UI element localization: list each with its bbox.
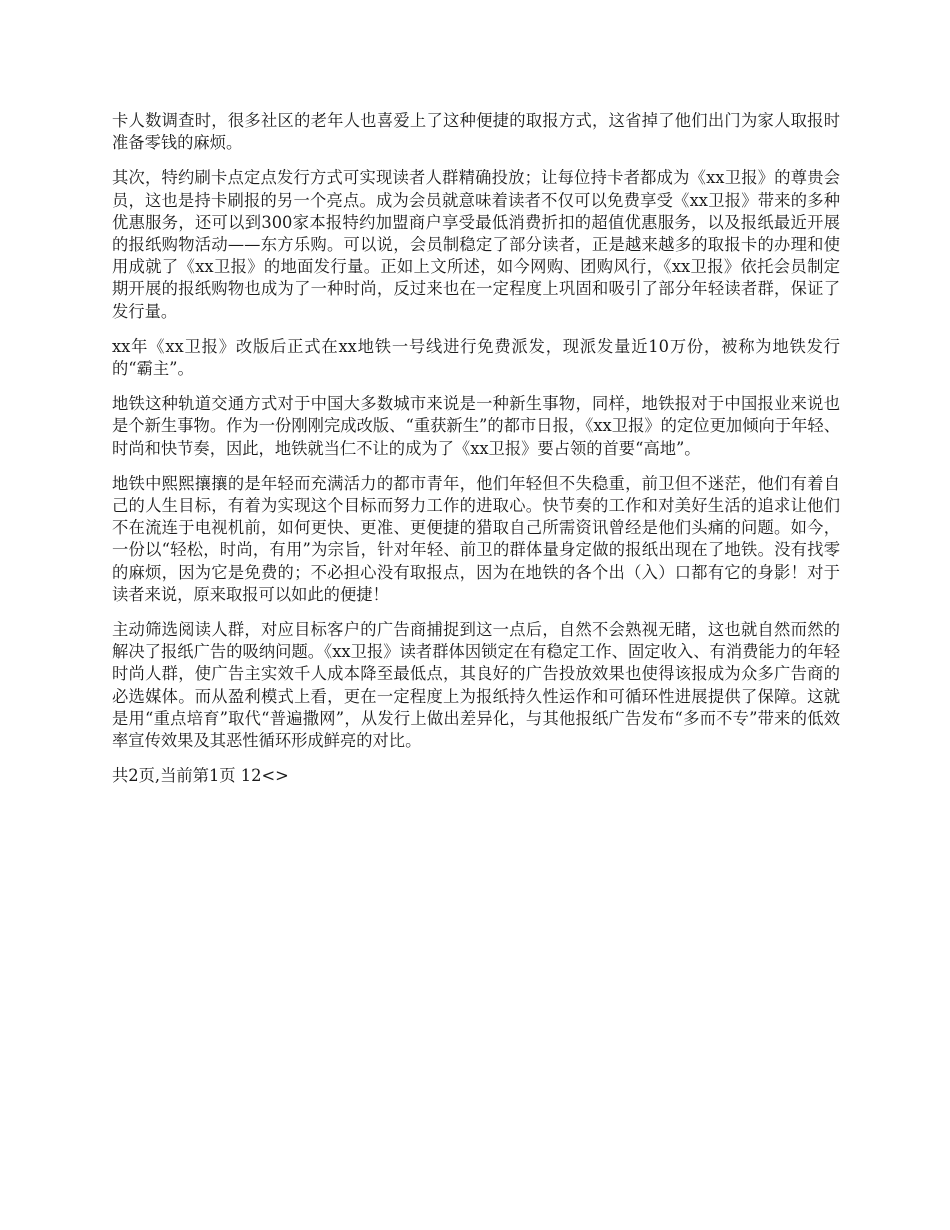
pagination [112, 765, 840, 787]
prev-page-link[interactable]: < [261, 766, 276, 786]
paragraph-2: 其次，特约刷卡点定点发行方式可实现读者人群精确投放；让每位持卡者都成为《xx卫报》的尊贵会员，这也是持卡刷报的另一个亮点。成为会员就意味着读者不仅可以免费享受《xx卫报》带来的多种优惠服务，还可以到300家本报特约加盟商户享受最低消费折扣的超值优惠服务，以及报纸最近开展的报纸购物活动——东方乐购。可以说，会员制稳定了部分读者，正是越来越多的取报卡的办理和使用成就了《xx卫报》的地面发行量。正如上文所述，如今网购、团购风行，《xx卫报》依托会员制定期开展的报纸购物也成为了一种时尚，反过来也在一定程度上巩固和吸引了部分年轻读者群，保证了发行量。 [112, 168, 840, 321]
paragraph-6: 主动筛选阅读人群，对应目标客户的广告商捕捉到这一点后，自然不会熟视无睹，这也就自然而然的解决了报纸广告的吸纳问题。《xx卫报》读者群体因锁定在有稳定工作、固定收入、有消费能力的年轻时尚人群，使广告主实效千人成本降至最低点，其良好的广告投放效果也使得该报成为众多广告商的必选媒体。而从盈利模式上看，更在一定程度上为报纸持久性运作和可循环性进展提供了保障。这就是用“重点培育”取代“普遍撒网”，从发行上做出差异化，与其他报纸广告发布“多而不专”带来的低效率宣传效果及其恶性循环形成鲜亮的对比。 [112, 620, 840, 751]
paragraph-3: xx年《xx卫报》改版后正式在xx地铁一号线进行免费派发，现派发量近10万份，被称为地铁发行的“霸主”。 [112, 336, 840, 379]
next-page-link[interactable]: > [275, 766, 289, 786]
page-2-link[interactable]: 2 [251, 766, 262, 786]
paragraph-4: 地铁这种轨道交通方式对于中国大多数城市来说是一种新生事物，同样，地铁报对于中国报业来说也是个新生事物。作为一份刚刚完成改版、“重获新生”的都市日报，《xx卫报》的定位更加倾向于年轻、时尚和快节奏，因此，地铁就当仁不让的成为了《xx卫报》要占领的首要“高地”。 [112, 394, 840, 458]
paragraph-1: 卡人数调查时，很多社区的老年人也喜爱上了这种便捷的取报方式，这省掉了他们出门为家人取报时准备零钱的麻烦。 [112, 111, 840, 153]
pagination-summary: 共2页,当前第1页 [112, 766, 236, 786]
paragraph-5: 地铁中熙熙攘攘的是年轻而充满活力的都市青年，他们年轻但不失稳重，前卫但不迷茫，他们有着自己的人生目标，有着为实现这个目标而努力工作的进取心。快节奏的工作和对美好生活的追求让他们不在流连于电视机前，如何更快、更准、更便捷的猎取自己所需资讯曾经是他们头痛的问题。如今，一份以“轻松，时尚，有用”为宗旨，针对年轻、前卫的群体量身定做的报纸出现在了地铁。没有找零的麻烦，因为它是免费的；不必担心没有取报点，因为在地铁的各个出（入）口都有它的身影！对于读者来说，原来取报可以如此的便捷！ [112, 473, 840, 604]
document-body [112, 110, 840, 787]
page-1-link[interactable]: 1 [240, 766, 252, 786]
